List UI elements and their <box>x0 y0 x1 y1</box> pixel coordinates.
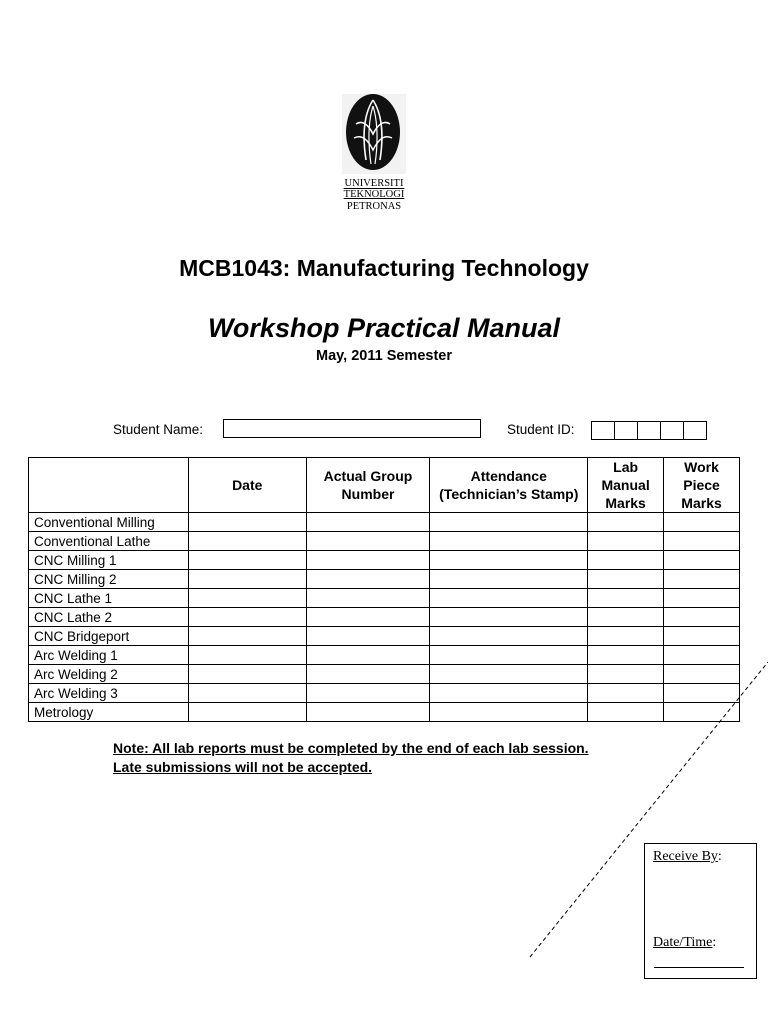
header-group-number: Actual Group Number <box>306 458 430 513</box>
row-activity-label: Metrology <box>29 703 189 722</box>
course-title: MCB1043: Manufacturing Technology <box>179 255 589 281</box>
date-cell[interactable] <box>188 532 306 551</box>
student-id-field[interactable] <box>592 421 707 440</box>
attendance-cell[interactable] <box>430 570 588 589</box>
lab-manual-marks-cell[interactable] <box>588 608 664 627</box>
table-row <box>29 665 740 684</box>
group-number-cell[interactable] <box>306 665 430 684</box>
work-piece-marks-cell[interactable] <box>664 589 740 608</box>
row-activity-label: Conventional Lathe <box>29 532 189 551</box>
work-piece-marks-cell[interactable] <box>664 627 740 646</box>
lab-manual-marks-cell[interactable] <box>588 513 664 532</box>
group-number-cell[interactable] <box>306 646 430 665</box>
attendance-cell[interactable] <box>430 627 588 646</box>
table-row <box>29 608 740 627</box>
attendance-cell[interactable] <box>430 608 588 627</box>
signature-line[interactable] <box>654 967 744 968</box>
work-piece-marks-cell[interactable] <box>664 703 740 722</box>
row-activity-label: Arc Welding 2 <box>29 665 189 684</box>
group-number-cell[interactable] <box>306 627 430 646</box>
student-name-field[interactable] <box>223 419 481 438</box>
semester-label: May, 2011 Semester <box>316 348 452 364</box>
row-activity-label: CNC Lathe 1 <box>29 589 189 608</box>
header-date: Date <box>188 458 306 513</box>
submission-note <box>113 739 589 777</box>
date-cell[interactable] <box>188 627 306 646</box>
date-cell[interactable] <box>188 703 306 722</box>
work-piece-marks-cell[interactable] <box>664 665 740 684</box>
row-activity-label: CNC Milling 1 <box>29 551 189 570</box>
lab-manual-marks-cell[interactable] <box>588 627 664 646</box>
group-number-cell[interactable] <box>306 513 430 532</box>
group-number-cell[interactable] <box>306 684 430 703</box>
row-activity-label: Arc Welding 1 <box>29 646 189 665</box>
header-work-piece-marks: Work Piece Marks <box>664 458 740 513</box>
date-cell[interactable] <box>188 684 306 703</box>
work-piece-marks-cell[interactable] <box>664 551 740 570</box>
attendance-cell[interactable] <box>430 589 588 608</box>
group-number-cell[interactable] <box>306 589 430 608</box>
note-line-2: Late submissions will not be accepted. <box>113 759 373 775</box>
work-piece-marks-cell[interactable] <box>664 532 740 551</box>
date-cell[interactable] <box>188 570 306 589</box>
lab-manual-marks-cell[interactable] <box>588 684 664 703</box>
work-piece-marks-cell[interactable] <box>664 608 740 627</box>
date-cell[interactable] <box>188 646 306 665</box>
header-activity <box>29 458 189 513</box>
date-cell[interactable] <box>188 608 306 627</box>
logo-text-line-2: TEKNOLOGI <box>343 189 405 200</box>
group-number-cell[interactable] <box>306 551 430 570</box>
date-time-label: Date/Time: <box>653 935 717 950</box>
work-piece-marks-cell[interactable] <box>664 646 740 665</box>
group-number-cell[interactable] <box>306 703 430 722</box>
attendance-cell[interactable] <box>430 532 588 551</box>
lab-manual-marks-cell[interactable] <box>588 551 664 570</box>
attendance-cell[interactable] <box>430 703 588 722</box>
table-row <box>29 646 740 665</box>
student-id-digit-box[interactable] <box>591 421 615 440</box>
row-activity-label: Conventional Milling <box>29 513 189 532</box>
manual-title: Workshop Practical Manual <box>207 313 561 343</box>
student-name-label: Student Name: <box>113 422 204 437</box>
group-number-cell[interactable] <box>306 608 430 627</box>
attendance-cell[interactable] <box>430 665 588 684</box>
date-cell[interactable] <box>188 551 306 570</box>
receive-box <box>644 843 757 979</box>
work-piece-marks-cell[interactable] <box>664 570 740 589</box>
work-piece-marks-cell[interactable] <box>664 513 740 532</box>
university-logo <box>342 94 406 218</box>
table-row <box>29 627 740 646</box>
work-piece-marks-cell[interactable] <box>664 684 740 703</box>
table-row <box>29 532 740 551</box>
group-number-cell[interactable] <box>306 570 430 589</box>
lab-manual-marks-cell[interactable] <box>588 646 664 665</box>
marks-table <box>28 457 740 722</box>
attendance-cell[interactable] <box>430 513 588 532</box>
table-row <box>29 589 740 608</box>
date-cell[interactable] <box>188 665 306 684</box>
student-id-digit-box[interactable] <box>660 421 684 440</box>
lab-manual-marks-cell[interactable] <box>588 570 664 589</box>
student-id-digit-box[interactable] <box>683 421 707 440</box>
student-id-label: Student ID: <box>507 422 575 437</box>
table-row <box>29 551 740 570</box>
table-row <box>29 703 740 722</box>
student-id-digit-box[interactable] <box>637 421 661 440</box>
table-row <box>29 570 740 589</box>
attendance-cell[interactable] <box>430 684 588 703</box>
lab-manual-marks-cell[interactable] <box>588 703 664 722</box>
row-activity-label: CNC Milling 2 <box>29 570 189 589</box>
attendance-cell[interactable] <box>430 551 588 570</box>
table-row <box>29 684 740 703</box>
table-row <box>29 513 740 532</box>
student-id-digit-box[interactable] <box>614 421 638 440</box>
table-header-row <box>29 458 740 513</box>
utp-emblem-icon <box>342 94 406 174</box>
date-cell[interactable] <box>188 589 306 608</box>
header-attendance: Attendance (Technician’s Stamp) <box>430 458 588 513</box>
row-activity-label: Arc Welding 3 <box>29 684 189 703</box>
date-cell[interactable] <box>188 513 306 532</box>
date-time-text: Date/Time <box>653 935 713 950</box>
note-line-1: Note: All lab reports must be completed by the end of each lab session. <box>113 740 589 756</box>
attendance-cell[interactable] <box>430 646 588 665</box>
logo-text-line-3: PETRONAS <box>346 201 402 212</box>
header-lab-manual-marks: Lab Manual Marks <box>588 458 664 513</box>
row-activity-label: CNC Lathe 2 <box>29 608 189 627</box>
lab-manual-marks-cell[interactable] <box>588 665 664 684</box>
lab-manual-marks-cell[interactable] <box>588 589 664 608</box>
group-number-cell[interactable] <box>306 532 430 551</box>
receive-by-label: Receive By: <box>653 849 722 864</box>
lab-manual-marks-cell[interactable] <box>588 532 664 551</box>
receive-by-text: Receive By <box>653 849 718 864</box>
logo-text-line-1: UNIVERSITI <box>344 178 404 189</box>
row-activity-label: CNC Bridgeport <box>29 627 189 646</box>
